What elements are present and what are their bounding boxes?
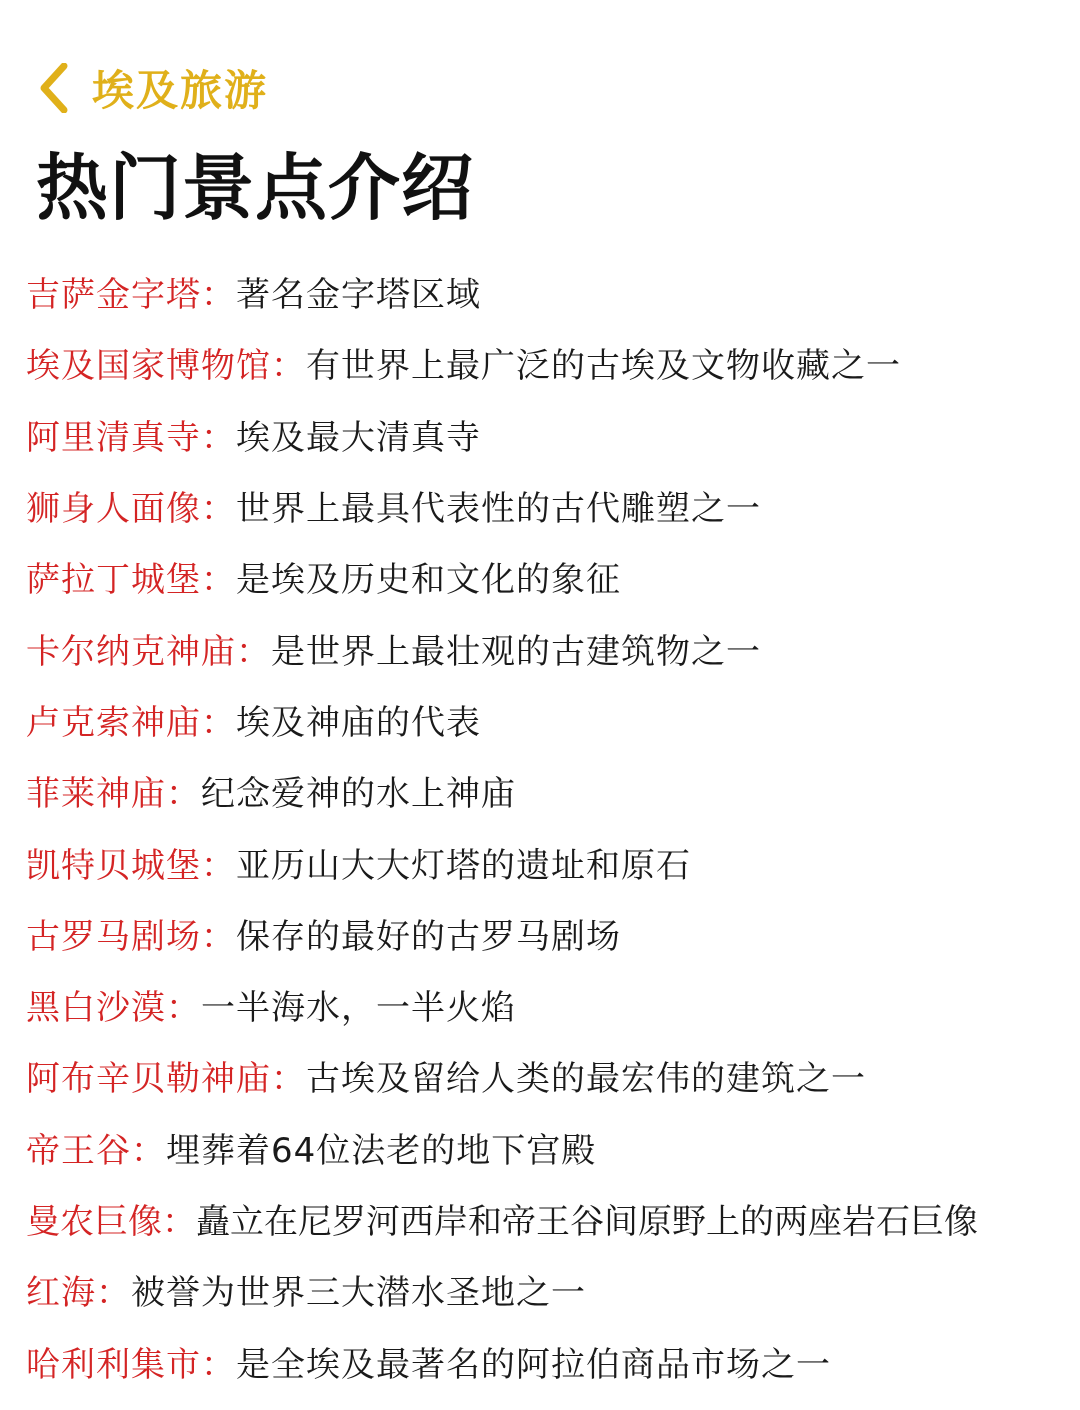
separator: ： — [96, 1273, 131, 1314]
separator: ： — [201, 702, 236, 743]
list-item — [26, 541, 1066, 612]
attraction-name: 卡尔纳克神庙 — [26, 631, 236, 672]
attraction-name: 哈利利集市 — [26, 1344, 201, 1385]
attraction-list — [26, 256, 1066, 1397]
list-item — [26, 684, 1066, 755]
attraction-description: 一半海水，一半火焰 — [201, 988, 516, 1029]
list-item — [26, 755, 1066, 826]
header-title[interactable]: 埃及旅游 — [92, 66, 269, 115]
list-item — [26, 969, 1066, 1040]
list-item — [26, 1325, 1066, 1396]
separator: ： — [131, 1130, 166, 1171]
separator: ： — [201, 489, 236, 530]
attraction-description: 著名金字塔区域 — [236, 275, 481, 316]
list-item — [26, 898, 1066, 969]
separator: ： — [201, 560, 236, 601]
attraction-name: 卢克索神庙 — [26, 702, 201, 743]
separator: ： — [166, 774, 201, 815]
attraction-name: 狮身人面像 — [26, 489, 201, 530]
attraction-description: 纪念爱神的水上神庙 — [201, 774, 516, 815]
attraction-name: 凯特贝城堡 — [26, 845, 201, 886]
attraction-name: 红海 — [26, 1273, 96, 1314]
attraction-description: 是全埃及最著名的阿拉伯商品市场之一 — [236, 1344, 831, 1385]
chevron-left-icon[interactable] — [36, 60, 72, 116]
separator: ： — [166, 988, 201, 1029]
attraction-description: 古埃及留给人类的最宏伟的建筑之一 — [306, 1059, 866, 1100]
list-item — [26, 470, 1066, 541]
separator: ： — [201, 1344, 236, 1385]
attraction-name: 菲莱神庙 — [26, 774, 166, 815]
list-item — [26, 327, 1066, 398]
separator: ： — [236, 631, 271, 672]
attraction-description: 有世界上最广泛的古埃及文物收藏之一 — [306, 346, 901, 387]
attraction-description: 被誉为世界三大潜水圣地之一 — [131, 1273, 586, 1314]
attraction-description: 亚历山大大灯塔的遗址和原石 — [236, 845, 691, 886]
attraction-name: 萨拉丁城堡 — [26, 560, 201, 601]
attraction-description: 世界上最具代表性的古代雕塑之一 — [236, 489, 761, 530]
separator: ： — [201, 845, 236, 886]
attraction-description: 是世界上最壮观的古建筑物之一 — [271, 631, 761, 672]
header — [36, 55, 268, 121]
separator: ： — [271, 1059, 306, 1100]
list-item — [26, 826, 1066, 897]
separator: ： — [162, 1202, 196, 1242]
separator: ： — [201, 275, 236, 316]
separator: ： — [271, 346, 306, 387]
attraction-name: 古罗马剧场 — [26, 916, 201, 957]
attraction-name: 黑白沙漠 — [26, 988, 166, 1029]
attraction-description: 埃及神庙的代表 — [236, 702, 481, 743]
list-item — [26, 1254, 1066, 1325]
attraction-name: 阿布辛贝勒神庙 — [26, 1059, 271, 1100]
attraction-name: 曼农巨像 — [26, 1202, 162, 1242]
separator: ： — [201, 417, 236, 458]
separator: ： — [201, 916, 236, 957]
attraction-name: 埃及国家博物馆 — [26, 346, 271, 387]
attraction-description: 矗立在尼罗河西岸和帝王谷间原野上的两座岩石巨像 — [196, 1202, 978, 1242]
attraction-description: 是埃及历史和文化的象征 — [236, 560, 621, 601]
list-item — [26, 1040, 1066, 1111]
list-item — [26, 399, 1066, 470]
attraction-description: 保存的最好的古罗马剧场 — [236, 916, 621, 957]
attraction-name: 吉萨金字塔 — [26, 275, 201, 316]
attraction-description: 埃及最大清真寺 — [236, 417, 481, 458]
list-item — [26, 1112, 1066, 1183]
attraction-name: 阿里清真寺 — [26, 417, 201, 458]
attraction-name: 帝王谷 — [26, 1130, 131, 1171]
attraction-description: 埋葬着64位法老的地下宫殿 — [166, 1130, 597, 1171]
list-item — [26, 1183, 1066, 1254]
list-item — [26, 256, 1066, 327]
list-item — [26, 612, 1066, 683]
page-title: 热门景点介绍 — [36, 145, 475, 230]
